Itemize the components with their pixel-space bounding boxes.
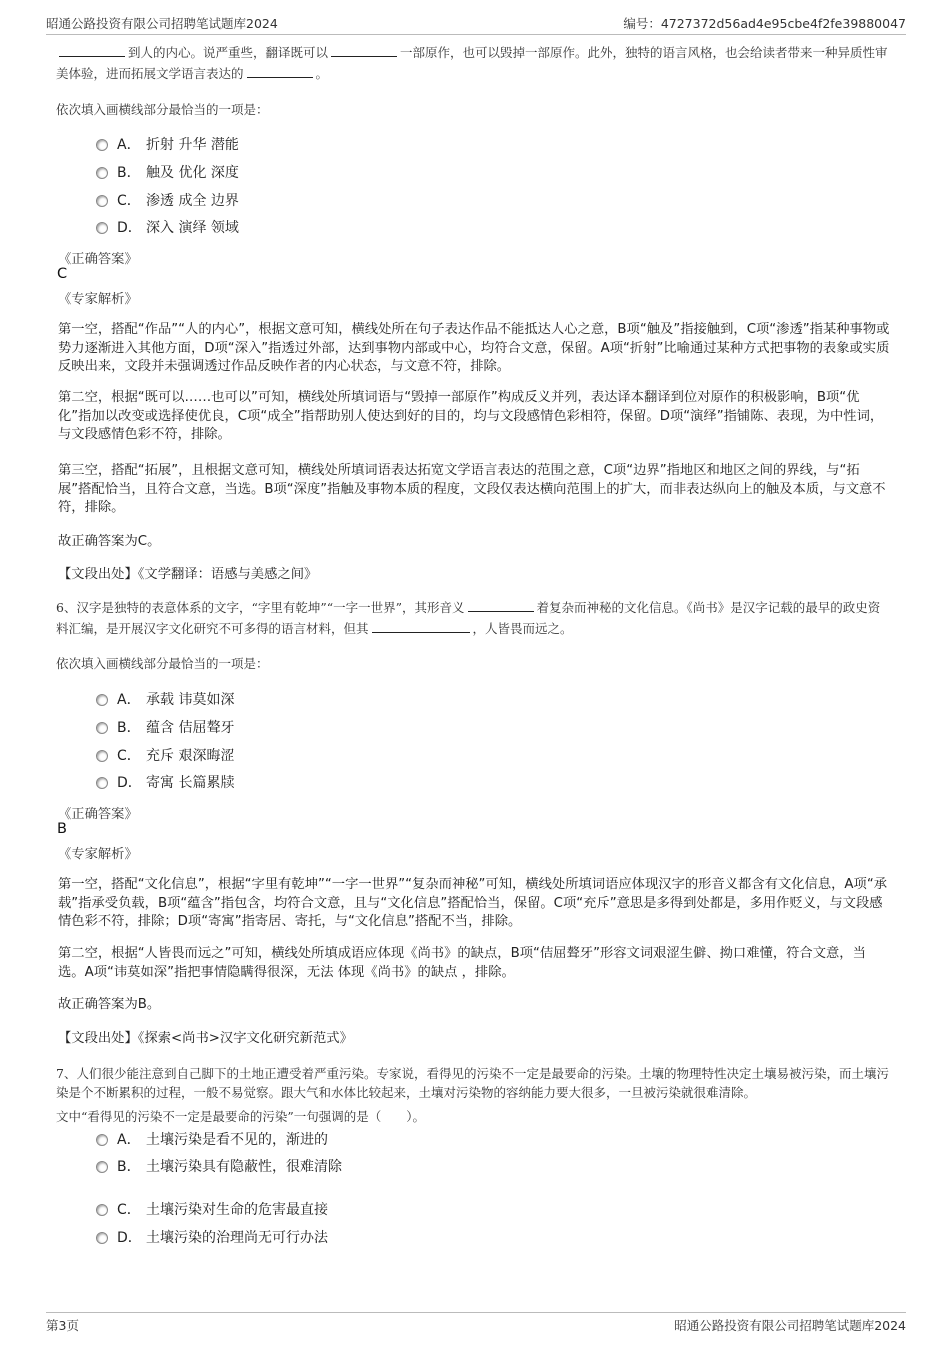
radio-icon[interactable]	[96, 750, 108, 762]
question-7-question: 文中“看得见的污染不一定是最要命的污染”一句强调的是（ ）。	[56, 1109, 426, 1124]
blank-3[interactable]	[247, 65, 313, 78]
page-header	[46, 14, 906, 35]
radio-icon[interactable]	[96, 694, 108, 706]
blank-2[interactable]	[372, 620, 470, 633]
analysis-label: 《专家解析》	[58, 292, 138, 307]
page-footer	[46, 1312, 906, 1335]
answer-label: 《正确答案》	[58, 807, 138, 822]
analysis-paragraph: 第三空，搭配“拓展”，且根据文意可知，横线处所填词语表达拓宽文学语言表达的范围之意，C项“边界”指地区和地区之间的界线，与“拓展”搭配恰当，且符合文意，当选。B项“深度”指触及事物本质的程度，文段仅表达横向范围上的扩大，而非表达纵向上的触及本质，与文意不符，排除。	[58, 463, 886, 515]
blank-1[interactable]	[468, 599, 534, 612]
analysis-paragraph: 第一空，搭配“文化信息”，根据“字里有乾坤”“一字一世界”“复杂而神秘”可知，横线处所填词语应体现汉字的形音义都含有文化信息，A项“承载”指承受负载，B项“蕴含”指包含，均符合文意，且与“文化信息”搭配恰当，保留。C项“充斥”意思是多得到处都是，多用作贬义，与文段感情色彩不符，排除；D项“寄寓”指寄居、寄托，与“文化信息”搭配不当，排除。	[58, 877, 888, 929]
answer-value: B	[57, 821, 67, 837]
conclusion: 故正确答案为C。	[58, 534, 161, 549]
answer-value: C	[57, 266, 68, 282]
radio-icon[interactable]	[96, 1161, 108, 1173]
radio-icon[interactable]	[96, 1134, 108, 1146]
blank-2[interactable]	[331, 44, 397, 57]
radio-icon[interactable]	[96, 1204, 108, 1216]
source-citation: 【文段出处】《探索<尚书>汉字文化研究新范式》	[58, 1031, 353, 1046]
header-title: 昭通公路投资有限公司招聘笔试题库2024	[46, 16, 278, 31]
page-number: 第3页	[46, 1318, 79, 1333]
question-6-stem: 6、汉字是独特的表意体系的文字，“字里有乾坤”“一字一世界”，其形音义 着复杂而神秘的文化信息。《尚书》是汉字记载的最早的政史资料汇编，是开展汉字文化研究不可多得的语言材料，但其 ，人皆畏而远之。	[56, 600, 881, 636]
radio-icon[interactable]	[96, 195, 108, 207]
question-5-instruction: 依次填入画横线部分最恰当的一项是：	[56, 102, 269, 117]
conclusion: 故正确答案为B。	[58, 997, 161, 1012]
analysis-paragraph: 第一空，搭配“作品”“人的内心”，根据文意可知，横线处所在句子表达作品不能抵达人心之意，B项“触及”指接触到，C项“渗透”指某种事物或势力逐渐进入其他方面，D项“深入”指透过外部，达到事物内部或中心，均符合文意，保留。A项“折射”比喻通过某种方式把事物的表象或实质反映出来，文段并未强调透过作品反映作者的内心状态，与文意不符，排除。	[58, 322, 890, 374]
analysis-paragraph: 第二空，根据“既可以……也可以”可知，横线处所填词语与“毁掉一部原作”构成反义并列，表达译本翻译到位对原作的积极影响，B项“优化”指加以改变或选择使优良，C项“成全”指帮助别人使达到好的目的，均与文段感情色彩相符，保留。D项“演绎”指铺陈、表现，为中性词，与文段感情色彩不符，排除。	[58, 390, 884, 442]
header-doc-id: 编号：4727372d56ad4e95cbe4f2fe39880047	[623, 16, 906, 31]
answer-label: 《正确答案》	[58, 252, 138, 267]
radio-icon[interactable]	[96, 1232, 108, 1244]
radio-icon[interactable]	[96, 722, 108, 734]
blank-1[interactable]	[59, 44, 125, 57]
radio-icon[interactable]	[96, 167, 108, 179]
analysis-label: 《专家解析》	[58, 847, 138, 862]
question-5-stem-continuation: 到人的内心。说严重些，翻译既可以 一部原作，也可以毁掉一部原作。此外，独特的语言风格，也会给读者带来一种异质性审美体验，进而拓展文学语言表达的 。	[56, 45, 888, 81]
radio-icon[interactable]	[96, 222, 108, 234]
radio-icon[interactable]	[96, 139, 108, 151]
question-7-stem: 7、人们很少能注意到自己脚下的土地正遭受着严重污染。专家说，看得见的污染不一定是最要命的污染。土壤的物理特性决定土壤易被污染，而土壤污染是个不断累积的过程，一般不易觉察。跟大气和水体比较起来，土壤对污染物的容纳能力要大很多，一旦被污染就很难清除。	[56, 1066, 889, 1100]
analysis-paragraph: 第二空，根据“人皆畏而远之”可知，横线处所填成语应体现《尚书》的缺点，B项“佶屈聱牙”形容文词艰涩生僻、拗口难懂，符合文意，当选。A项“讳莫如深”指把事情隐瞒得很深，无法 体现《尚书》的缺点 ，排除。	[58, 946, 866, 980]
footer-title: 昭通公路投资有限公司招聘笔试题库2024	[674, 1318, 906, 1333]
radio-icon[interactable]	[96, 777, 108, 789]
source-citation: 【文段出处】《文学翻译：语感与美感之间》	[58, 567, 318, 582]
question-6-instruction: 依次填入画横线部分最恰当的一项是：	[56, 656, 269, 671]
